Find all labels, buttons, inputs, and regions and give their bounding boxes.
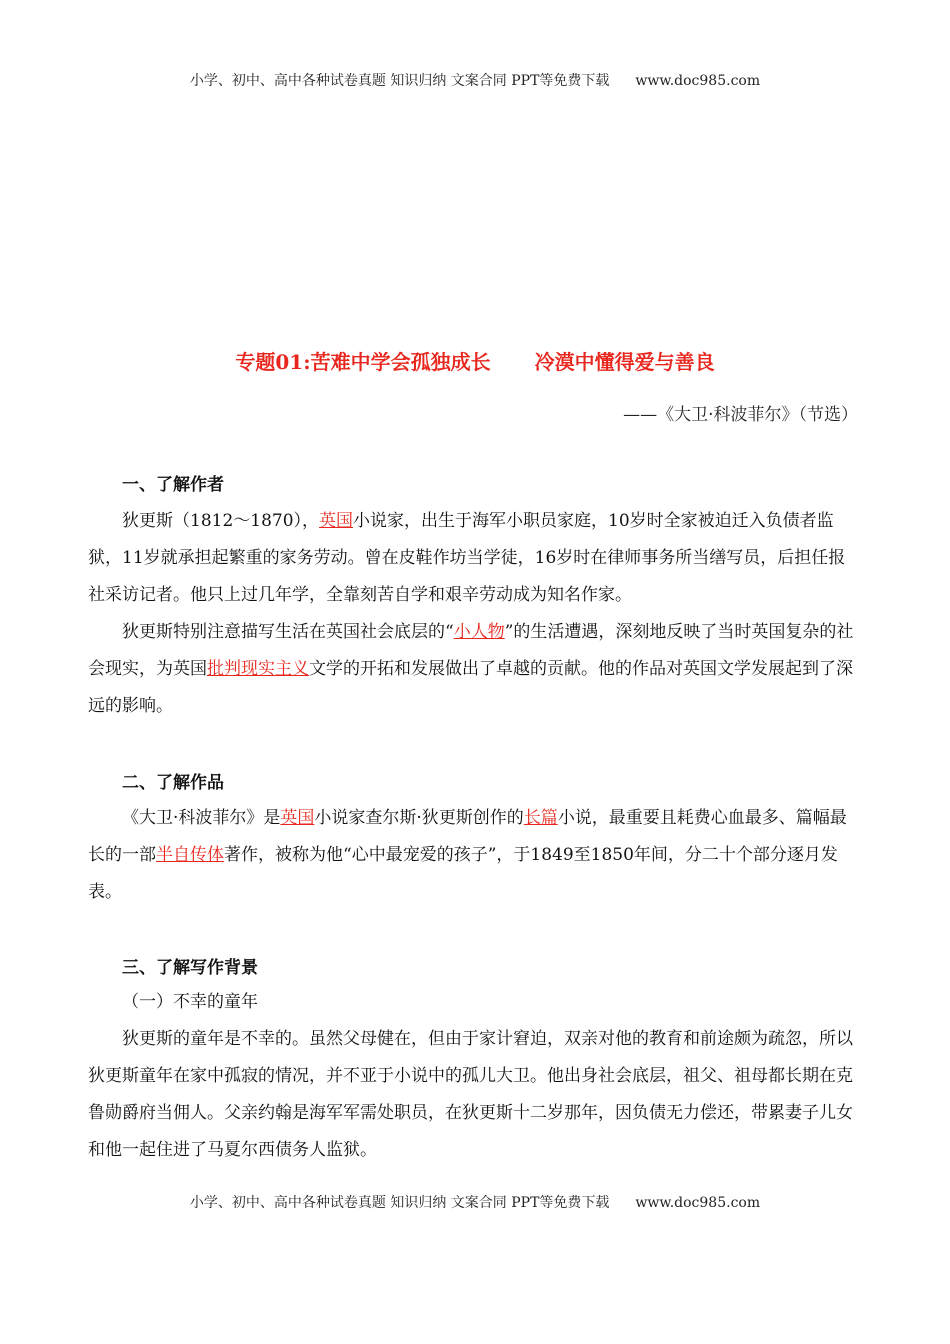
link-little-people[interactable]: 小人物 <box>453 622 505 642</box>
footer-site[interactable]: www.doc985.com <box>635 1195 761 1211</box>
section1-paragraph2: 狄更斯特别注意描写生活在英国社会底层的“小人物”的生活遭遇，深刻地反映了当时英国复杂的社会现实，为英国批判现实主义文学的开拓和发展做出了卓越的贡献。他的作品对英国文学发展起到了深远的影响。 <box>88 622 854 716</box>
section3-heading: 三、了解写作背景 <box>122 958 258 978</box>
section1-heading: 一、了解作者 <box>122 475 224 495</box>
link-britain-2[interactable]: 英国 <box>280 808 315 828</box>
page-header <box>0 70 950 90</box>
title-part1: 专题01:苦难中学会孤独成长 <box>235 350 491 374</box>
footer-text: 小学、初中、高中各种试卷真题 知识归纳 文案合同 PPT等免费下载 <box>189 1195 610 1211</box>
section3-subheading: （一）不幸的童年 <box>122 992 258 1012</box>
link-long-novel[interactable]: 长篇 <box>523 808 558 828</box>
section3-body <box>88 984 862 1169</box>
section1-body <box>88 503 862 725</box>
section2-paragraph1: 《大卫·科波菲尔》是英国小说家查尔斯·狄更斯创作的长篇小说，最重要且耗费心血最多、篇幅最长的一部半自传体著作，被称为他“心中最宠爱的孩子”，于1849至1850年间，分二十个部分逐月发表。 <box>88 808 847 902</box>
header-site[interactable]: www.doc985.com <box>635 73 761 89</box>
page-subtitle: ——《大卫·科波菲尔》（节选） <box>623 405 858 425</box>
header-text: 小学、初中、高中各种试卷真题 知识归纳 文案合同 PPT等免费下载 <box>189 73 610 89</box>
link-critical-realism[interactable]: 批判现实主义 <box>207 659 309 679</box>
section2-body <box>88 800 862 911</box>
link-britain[interactable]: 英国 <box>319 511 354 531</box>
page-footer <box>0 1192 950 1212</box>
section2-heading: 二、了解作品 <box>122 773 224 793</box>
link-semi-autobiography[interactable]: 半自传体 <box>156 845 224 865</box>
page-title <box>0 346 950 375</box>
title-part2: 冷漠中懂得爱与善良 <box>534 350 715 374</box>
section3-paragraph1: 狄更斯的童年是不幸的。虽然父母健在，但由于家计窘迫，双亲对他的教育和前途颇为疏忽，所以狄更斯童年在家中孤寂的情况，并不亚于小说中的孤儿大卫。他出身社会底层，祖父、祖母都长期在克鲁勋爵府当佣人。父亲约翰是海军军需处职员，在狄更斯十二岁那年，因负债无力偿还，带累妻子儿女和他一起住进了马夏尔西债务人监狱。 <box>88 1029 853 1160</box>
section1-paragraph1: 狄更斯（1812～1870），英国小说家，出生于海军小职员家庭，10岁时全家被迫迁入负债者监狱，11岁就承担起繁重的家务劳动。曾在皮鞋作坊当学徒，16岁时在律师事务所当缮写员，后担任报社采访记者。他只上过几年学，全靠刻苦自学和艰辛劳动成为知名作家。 <box>88 511 846 605</box>
